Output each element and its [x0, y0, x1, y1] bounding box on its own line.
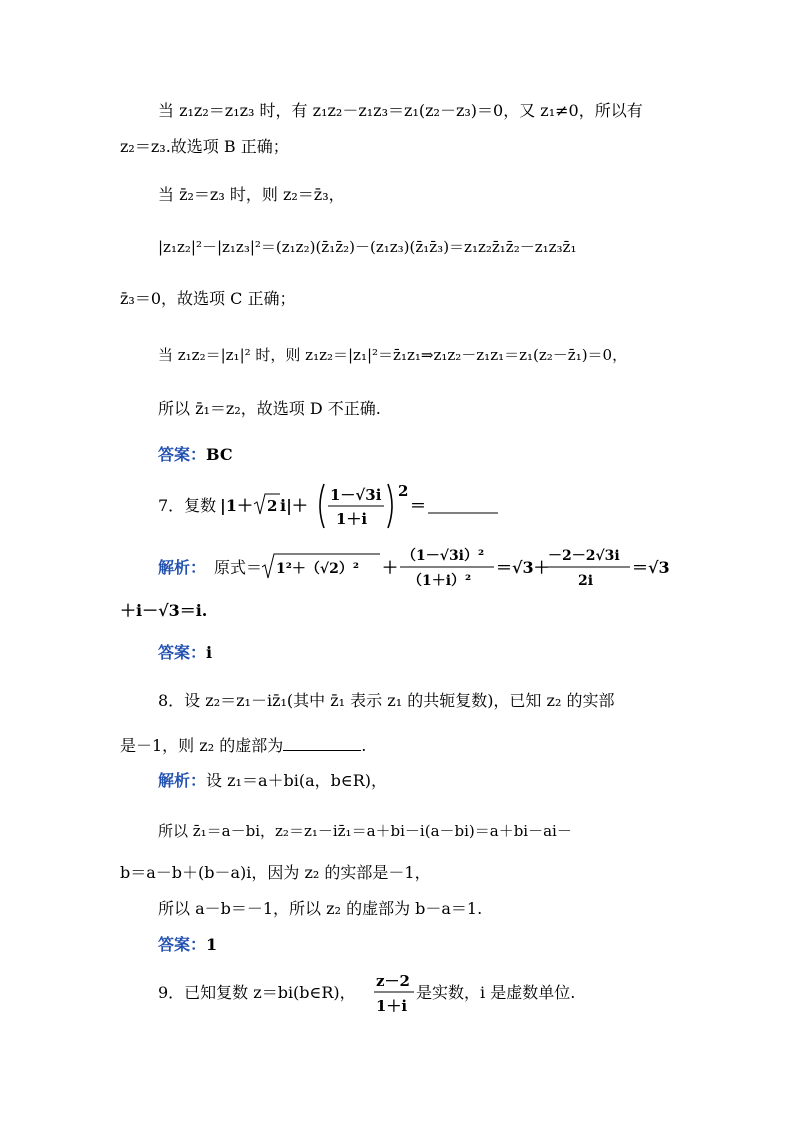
q8-answer-blank: [283, 734, 361, 751]
q8-solution-line-4: 所以 a－b＝－1，所以 z₂ 的虚部为 b－a＝1.: [158, 899, 483, 918]
q9-text-b: 是实数，i 是虚数单位.: [416, 983, 576, 1002]
solution-label: 解析：: [158, 558, 207, 577]
q7-solution-formula: [158, 540, 678, 596]
q8-answer: [158, 934, 718, 956]
q7-formula: [158, 478, 498, 534]
q7-sol-f1-den: （1＋i）²: [408, 573, 472, 589]
q7-sol-mid: ＝√3＋: [496, 558, 550, 577]
q7-sol-f2-den: 2i: [578, 573, 594, 589]
q7-expr-mid: i|＋: [280, 496, 308, 515]
solution-label: 解析：: [158, 771, 207, 790]
q6-line-7: 所以 z̄₁＝z₂，故选项 D 不正确.: [158, 399, 381, 418]
q7-answer: [158, 642, 718, 664]
answer-value: BC: [206, 445, 233, 464]
q9-frac-den: 1＋i: [376, 997, 408, 1015]
q8-period: .: [361, 736, 367, 755]
q7-sqrt-radicand: 2: [267, 497, 278, 515]
q7-frac-den: 1＋i: [336, 510, 368, 528]
q9-formula: [158, 966, 678, 1022]
q8-solution-line-1: [158, 770, 718, 792]
q7-expr-prefix: |1＋: [220, 496, 253, 515]
q7-sol-line-2: ＋i－√3＝i.: [120, 601, 208, 620]
q8-text: 是－1，则 z₂ 的虚部为: [120, 736, 284, 755]
answer-value: i: [206, 643, 213, 662]
answer-value: 1: [206, 935, 218, 954]
q7-equals: ＝: [410, 496, 427, 515]
q8-sol-1: 设 z₁＝a＋bi(a，b∈R)，: [206, 771, 388, 790]
q8-solution-line-2: 所以 z̄₁＝a－bi，z₂＝z₁－iz̄₁＝a＋bi－i(a－bi)＝a＋bi－ai－: [158, 822, 572, 840]
q9-frac-num: z－2: [376, 972, 410, 990]
q7-sol-text: 原式＝: [214, 558, 263, 577]
q8-solution-line-3: b＝a－b＋(b－a)i，因为 z₂ 的实部是－1，: [120, 863, 431, 882]
q7-paren-right: [388, 484, 392, 528]
q7-number: 7．复数: [158, 496, 217, 515]
q7-paren-left: [320, 484, 324, 528]
q7-question: [158, 478, 498, 538]
q7-sol-f2-num: －2－2√3i: [548, 548, 620, 564]
q7-frac-num: 1－√3i: [330, 486, 382, 504]
q7-exponent: 2: [398, 482, 409, 500]
answer-label: 答案：: [158, 445, 207, 464]
q6-line-3: 当 z̄₂＝z₃ 时，则 z₂＝z̄₃，: [158, 185, 345, 204]
svg-text:＋: ＋: [382, 558, 399, 577]
q6-answer: [158, 444, 718, 466]
q7-solution: [158, 540, 678, 600]
q6-line-4: |z₁z₂|²－|z₁z₃|²＝(z₁z₂)(z̄₁z̄₂)－(z₁z₃)(z̄₁z̄₃)＝z₁z₂z̄₁z̄₂－z₁z₃z̄₁: [158, 238, 577, 256]
q7-sol-f1-num: （1－√3i）²: [402, 548, 485, 564]
q9-text-a: 9．已知复数 z＝bi(b∈R)，: [158, 983, 356, 1002]
q8-line-2: [120, 734, 680, 757]
q7-sol-tail: ＝√3: [632, 558, 670, 577]
answer-label: 答案：: [158, 643, 207, 662]
q6-line-6: 当 z₁z₂＝|z₁|² 时，则 z₁z₂＝|z₁|²＝z̄₁z₁⇒z₁z₂－z₁z₁＝z₁(z₂－z̄₁)＝0，: [158, 346, 628, 364]
q7-sol-radicand: 1²＋（√2）²: [276, 561, 359, 577]
q8-line-1: 8．设 z₂＝z₁－iz̄₁(其中 z̄₁ 表示 z₁ 的共轭复数)，已知 z₂ 的实部: [158, 691, 615, 710]
q6-line-2: z₂＝z₃.故选项 B 正确；: [120, 137, 289, 156]
q6-line-1: 当 z₁z₂＝z₁z₃ 时，有 z₁z₂－z₁z₃＝z₁(z₂－z₃)＝0，又 z₁≠0，所以有: [158, 101, 643, 120]
answer-label: 答案：: [158, 935, 207, 954]
q9-question: [158, 966, 678, 1026]
q6-line-5: z̄₃＝0，故选项 C 正确；: [120, 289, 296, 308]
